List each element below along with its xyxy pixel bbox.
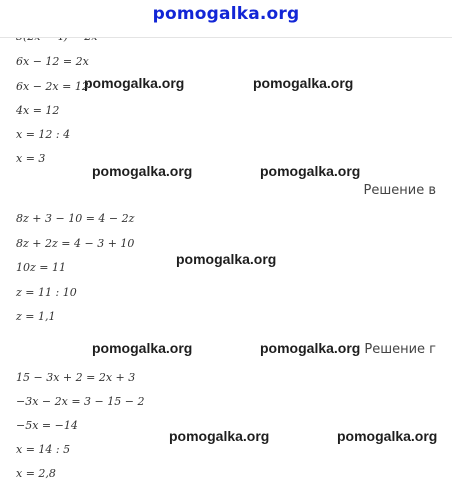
watermark: pomogalka.org [260, 340, 361, 356]
equation-line: 8z + 3 − 10 = 4 − 2z [16, 212, 135, 225]
equation-line: 8z + 2z = 4 − 3 + 10 [16, 237, 135, 250]
watermark: pomogalka.org [176, 251, 277, 267]
watermark: pomogalka.org [169, 428, 270, 444]
watermark: pomogalka.org [260, 163, 361, 179]
site-logo[interactable] [0, 0, 452, 38]
solution-heading-v: Решение в [363, 183, 436, 198]
site-logo-text: pomogalka.org [152, 4, 300, 24]
equation-line: 4x = 12 [16, 104, 60, 117]
equation-line: z = 1,1 [16, 310, 56, 323]
equation-line: x = 14 : 5 [16, 443, 71, 456]
equation-line: 6x − 12 = 2x [16, 55, 89, 68]
equation-line: 15 − 3x + 2 = 2x + 3 [16, 371, 136, 384]
equation-line: −3x − 2x = 3 − 15 − 2 [16, 395, 145, 408]
watermark: pomogalka.org [337, 428, 438, 444]
equation-line: x = 2,8 [16, 467, 56, 480]
watermark: pomogalka.org [253, 75, 354, 91]
equation-line: x = 12 : 4 [16, 128, 71, 141]
equation-line: 6x − 2x = 12 [16, 80, 89, 93]
watermark: pomogalka.org [92, 340, 193, 356]
equation-line: x = 3 [16, 152, 46, 165]
watermark: pomogalka.org [92, 163, 193, 179]
solution-heading-g: Решение г [364, 342, 436, 357]
equation-line: −5x = −14 [16, 419, 78, 432]
equation-line: 10z = 11 [16, 261, 66, 274]
watermark: pomogalka.org [84, 75, 185, 91]
equation-line: z = 11 : 10 [16, 286, 77, 299]
